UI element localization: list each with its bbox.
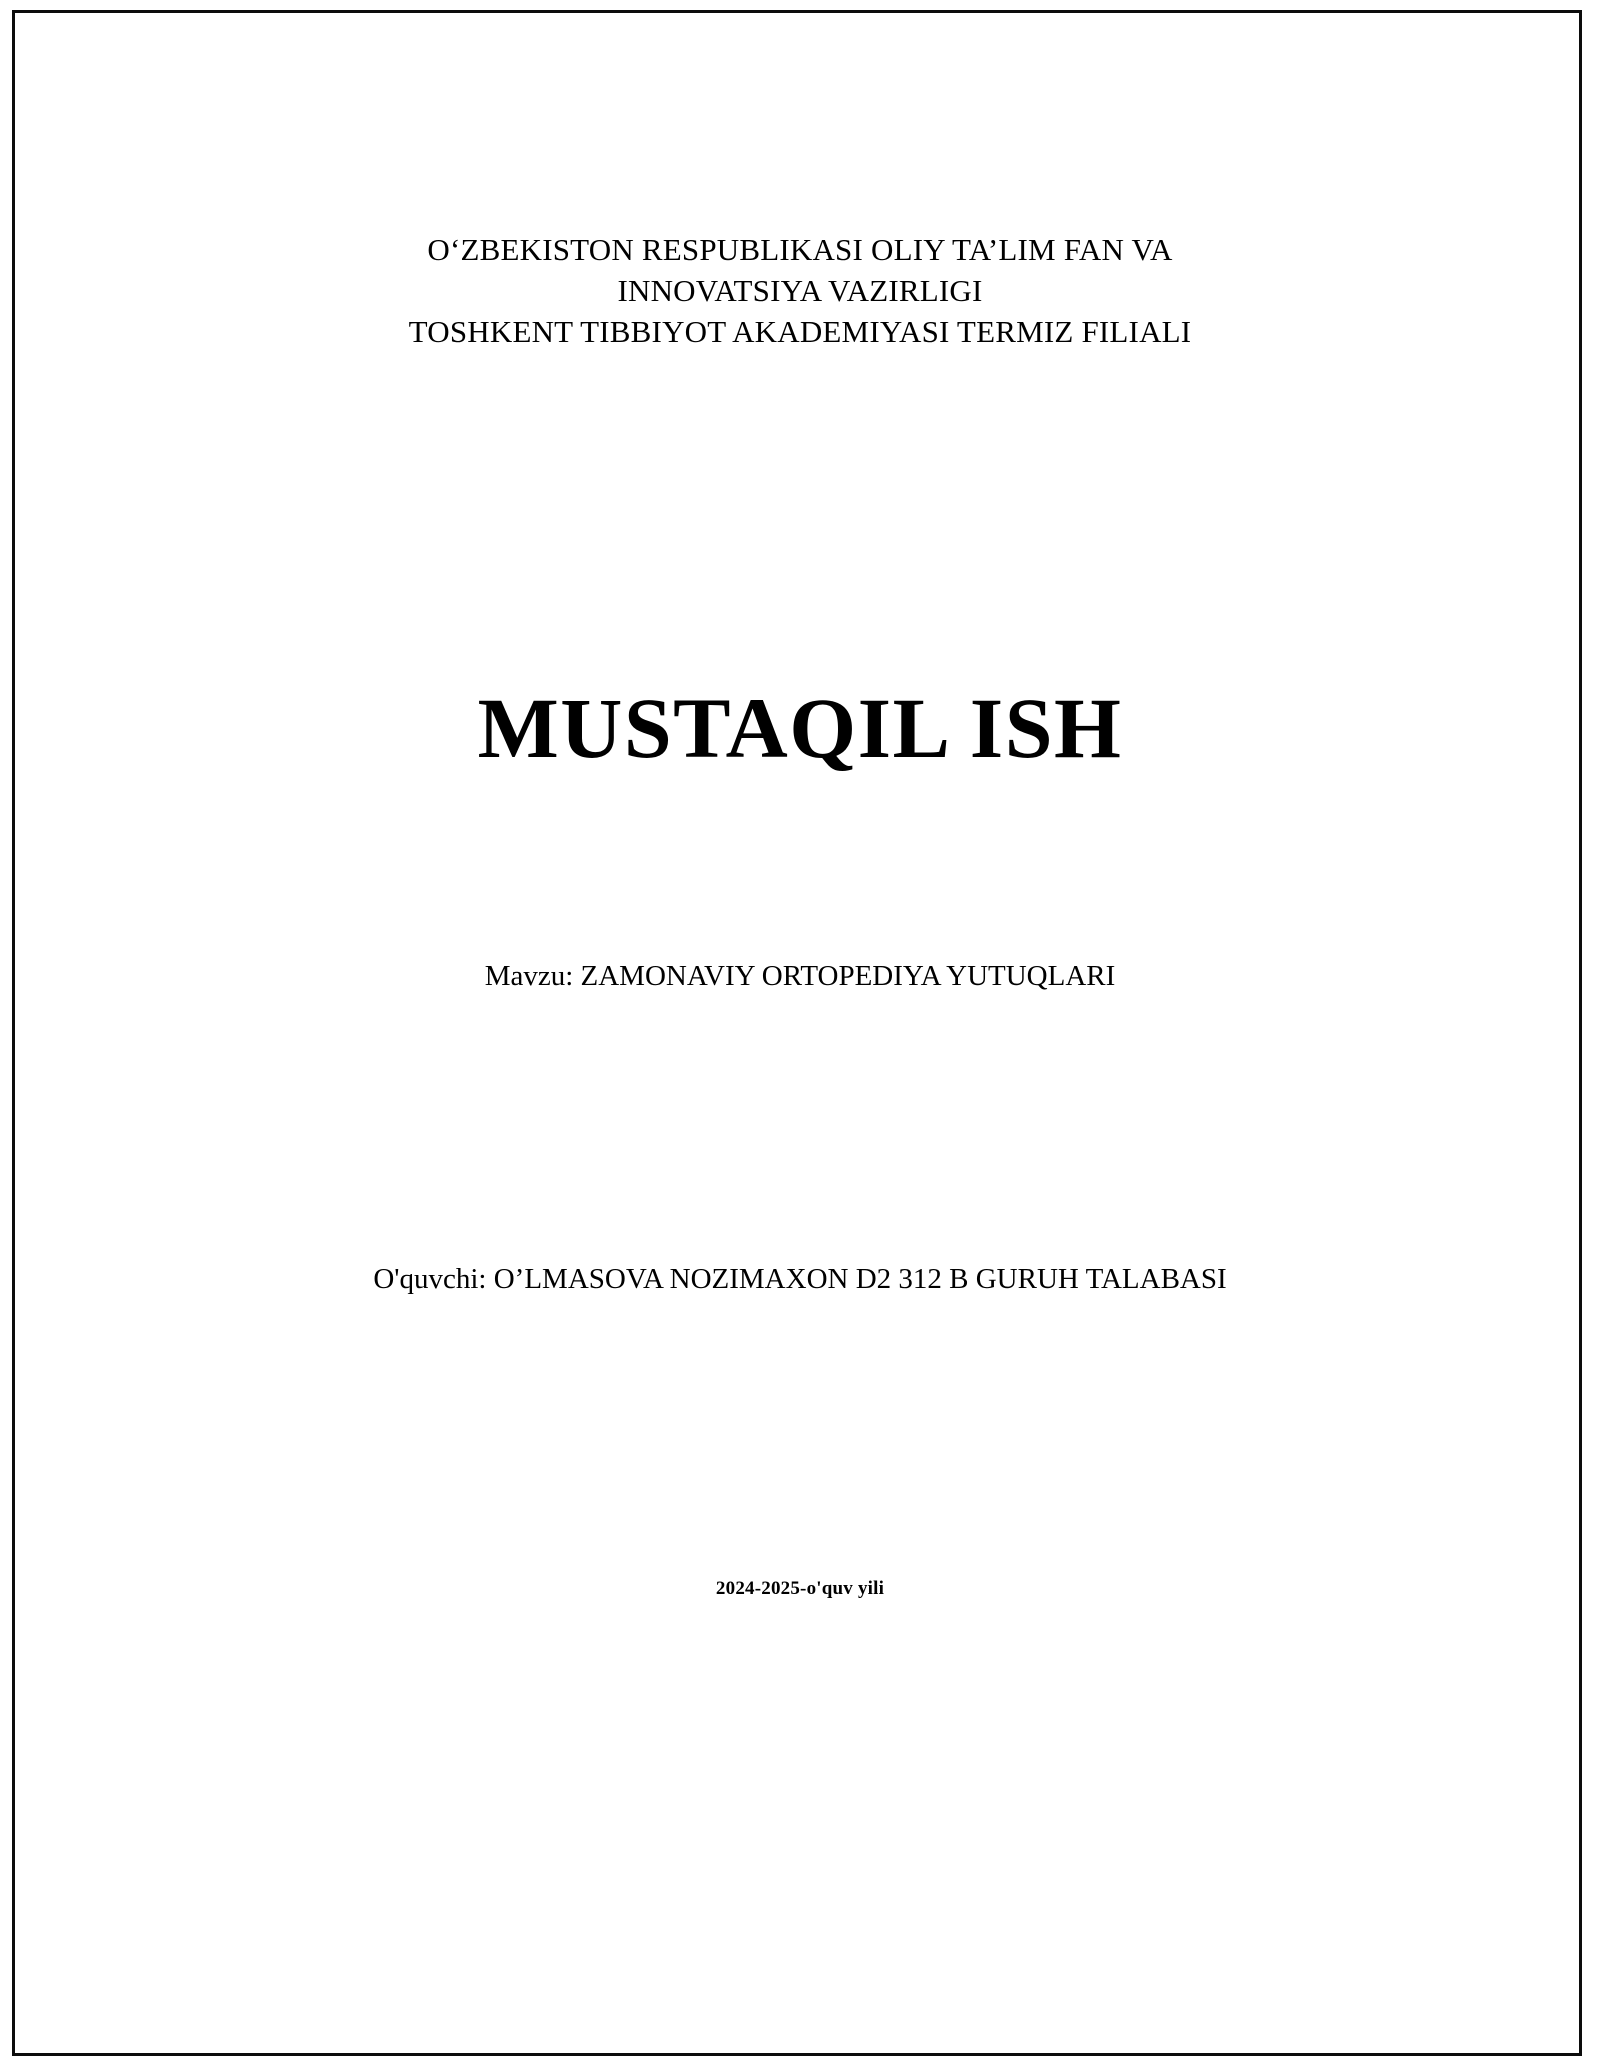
institution-header <box>120 230 1480 353</box>
page-content <box>60 0 1540 2070</box>
institution-header-line-1: O‘ZBEKISTON RESPUBLIKASI OLIY TA’LIM FAN VA <box>427 232 1173 267</box>
subject-line: Mavzu: ZAMONAVIY ORTOPEDIYA YUTUQLARI <box>484 960 1116 993</box>
student-line: O'quvchi: O’LMASOVA NOZIMAXON D2 312 B GURUH TALABASI <box>373 1262 1227 1295</box>
document-title: MUSTAQIL ISH <box>477 679 1123 776</box>
academic-year: 2024-2025-o'quv yili <box>715 1578 885 1600</box>
institution-header-line-3: TOSHKENT TIBBIYOT AKADEMIYASI TERMIZ FILIALI <box>408 313 1192 349</box>
institution-header-line-2: INNOVATSIYA VAZIRLIGI <box>617 272 983 308</box>
